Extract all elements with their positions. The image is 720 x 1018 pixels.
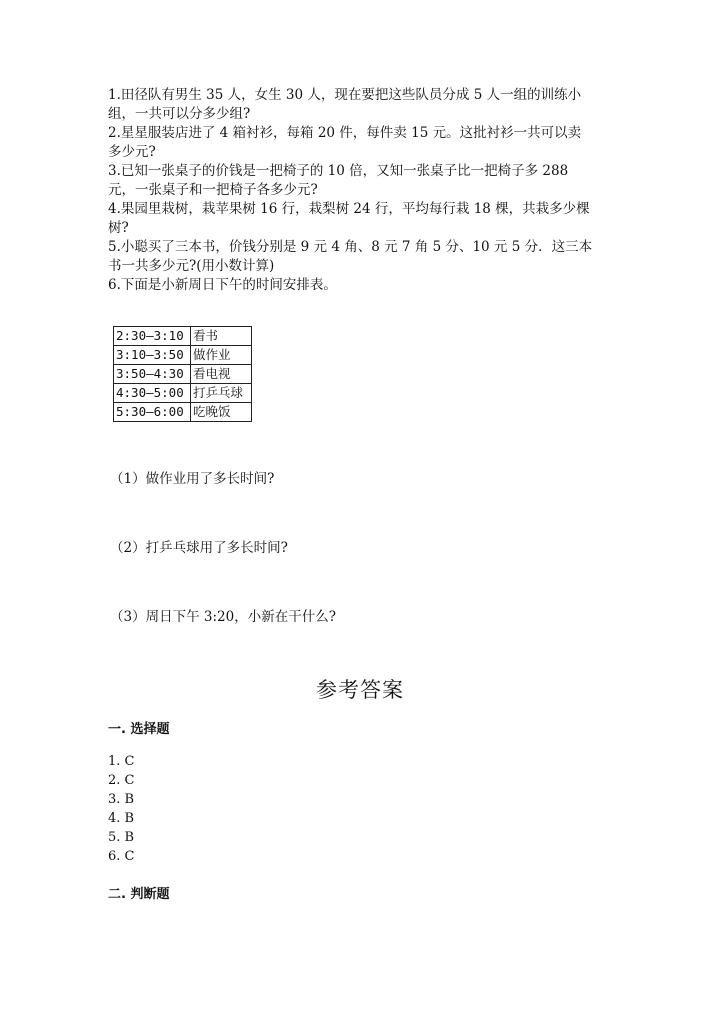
problem-text: 6.下面是小新周日下午的时间安排表。 <box>108 277 337 293</box>
activity-cell: 吃晚饭 <box>191 403 252 422</box>
problem-3 <box>108 162 618 200</box>
table-row <box>114 365 252 384</box>
activity-cell: 看电视 <box>191 365 252 384</box>
problem-6 <box>108 276 618 295</box>
time-cell: 4:30—5:00 <box>114 384 191 403</box>
answer-title: 参考答案 <box>316 678 404 702</box>
answer-list <box>108 752 134 866</box>
problem-text: 树? <box>108 220 129 236</box>
schedule-table <box>113 326 252 422</box>
section-heading-choice: 一. 选择题 <box>108 722 170 737</box>
time-cell: 2:30—3:10 <box>114 327 191 346</box>
problem-text: 4.果园里栽树，栽苹果树 16 行，栽梨树 24 行，平均每行栽 18 棵，共栽多少棵 <box>108 201 590 217</box>
problem-text: 组，一共可以分多少组? <box>108 106 251 122</box>
answer-item: 4. B <box>108 811 135 826</box>
problem-text: 元，一张桌子和一把椅子各多少元? <box>108 182 318 198</box>
subquestion-2: （2）打乒乓球用了多长时间? <box>110 540 288 556</box>
answer-item: 1. C <box>108 754 135 769</box>
problem-text: 多少元? <box>108 144 156 160</box>
time-cell: 3:10—3:50 <box>114 346 191 365</box>
table-row <box>114 346 252 365</box>
table-row <box>114 384 252 403</box>
answer-item: 3. B <box>108 792 135 807</box>
activity-cell: 看书 <box>191 327 252 346</box>
problem-text: 3.已知一张桌子的价钱是一把椅子的 10 倍，又知一张桌子比一把椅子多 288 <box>108 163 569 179</box>
problem-1 <box>108 86 618 124</box>
subquestion-1: （1）做作业用了多长时间? <box>110 471 275 487</box>
problem-text: 5.小聪买了三本书，价钱分别是 9 元 4 角、8 元 7 角 5 分、10 元 5 分．这三本 <box>108 239 593 255</box>
time-cell: 3:50—4:30 <box>114 365 191 384</box>
answer-item: 5. B <box>108 830 135 845</box>
problem-text: 书一共多少元?(用小数计算) <box>108 258 275 274</box>
table-row <box>114 327 252 346</box>
answer-item: 2. C <box>108 773 135 788</box>
activity-cell: 做作业 <box>191 346 252 365</box>
subquestion-3: （3）周日下午 3:20，小新在干什么? <box>110 609 336 625</box>
problem-4 <box>108 200 618 238</box>
time-cell: 5:30—6:00 <box>114 403 191 422</box>
activity-cell: 打乒乓球 <box>191 384 252 403</box>
problem-5 <box>108 238 618 276</box>
problem-list <box>108 86 618 295</box>
table-row <box>114 403 252 422</box>
problem-text: 1.田径队有男生 35 人，女生 30 人，现在要把这些队员分成 5 人一组的训练小 <box>108 87 582 103</box>
answer-item: 6. C <box>108 849 135 864</box>
section-heading-judgment: 二. 判断题 <box>108 887 170 902</box>
problem-text: 2.星星服装店进了 4 箱衬衫，每箱 20 件，每件卖 15 元。这批衬衫一共可以卖 <box>108 125 582 141</box>
problem-2 <box>108 124 618 162</box>
